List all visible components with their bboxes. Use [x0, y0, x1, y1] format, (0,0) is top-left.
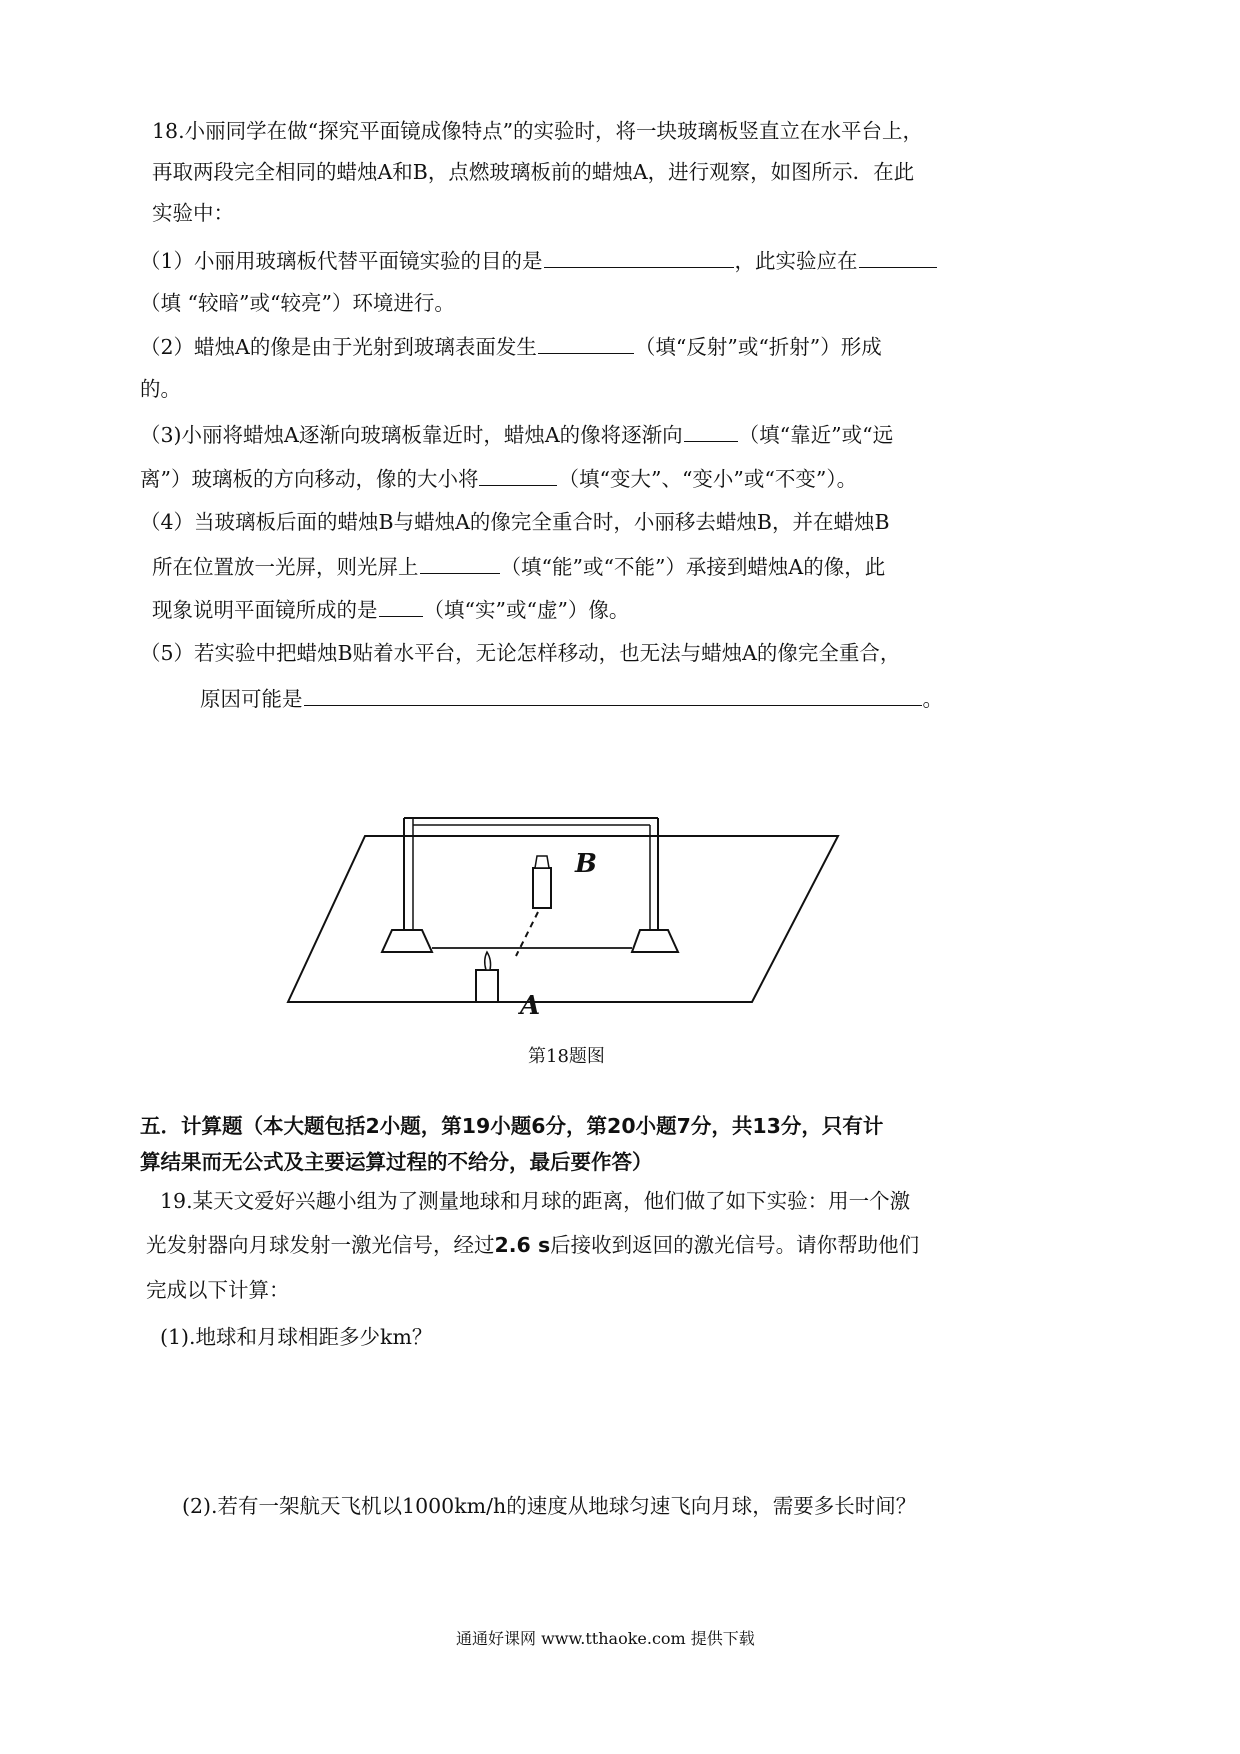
q18-figure — [280, 780, 860, 1020]
q18-part1-line-2: （填 “较暗”或“较亮”）环境进行。 — [140, 291, 455, 315]
figure-caption: 第18题图 — [528, 1046, 605, 1067]
q18-part3-text-c: 离”）玻璃板的方向移动，像的大小将 — [140, 467, 479, 491]
q19-line-2 — [146, 1230, 919, 1260]
q18-part3-blank-size[interactable] — [479, 463, 557, 486]
candle-b — [533, 868, 551, 908]
frame-foot-left — [382, 930, 432, 952]
q18-part4-line-3 — [152, 594, 629, 625]
q18-part4-line-2 — [152, 551, 885, 582]
q18-part2-line-2: 的。 — [140, 377, 181, 401]
q18-part2-text-b: （填“反射”或“折射”）形成 — [634, 335, 882, 359]
q18-part4-blank-screen[interactable] — [420, 551, 500, 574]
candle-a — [476, 970, 498, 1002]
frame-foot-right — [632, 930, 678, 952]
footer-source: 通通好课网 www.tthaoke.com 提供下载 — [456, 1629, 755, 1648]
q18-part5-blank-reason[interactable] — [304, 683, 922, 706]
q19-line-3: 完成以下计算： — [146, 1278, 290, 1302]
q18-part1-line-1 — [140, 245, 938, 276]
q18-intro-line-1: 18.小丽同学在做“探究平面镜成像特点”的实验时，将一块玻璃板竖直立在水平台上， — [152, 119, 924, 143]
table-plane — [288, 836, 838, 1002]
candle-a-flame — [485, 952, 491, 970]
q18-part5-line-2 — [200, 683, 943, 714]
q18-part3-text-a: （3)小丽将蜡烛A逐渐向玻璃板靠近时，蜡烛A的像将逐渐向 — [140, 423, 683, 447]
figure-label-a: A — [520, 991, 541, 1020]
q18-part4-text-e: （填“实”或“虚”）像。 — [423, 598, 630, 622]
q18-part3-blank-direction[interactable] — [684, 419, 738, 442]
q18-part3-line-1 — [140, 419, 893, 450]
section5-heading-line-2: 算结果而无公式及主要运算过程的不给分，最后要作答） — [140, 1150, 653, 1174]
q18-part1-text-b: ，此实验应在 — [734, 249, 858, 273]
section5-heading-line-1: 五．计算题（本大题包括2小题，第19小题6分，第20小题7分，共13分，只有计 — [140, 1114, 884, 1138]
q18-part3-line-2 — [140, 463, 857, 494]
q18-part4-blank-image-type[interactable] — [379, 594, 423, 617]
q18-part4-text-b: 所在位置放一光屏，则光屏上 — [152, 555, 419, 579]
q18-part5-line-1: （5）若实验中把蜡烛B贴着水平台，无论怎样移动，也无法与蜡烛A的像完全重合， — [140, 641, 901, 665]
q19-text-a: 光发射器向月球发射一激光信号，经过 — [146, 1233, 495, 1257]
q18-part4-text-c: （填“能”或“不能”）承接到蜡烛A的像，此 — [500, 555, 886, 579]
q18-part4-line-1: （4）当玻璃板后面的蜡烛B与蜡烛A的像完全重合时，小丽移去蜡烛B，并在蜡烛B — [140, 510, 890, 534]
q18-part5-text-c: 。 — [922, 687, 943, 711]
q18-intro-line-3: 实验中： — [152, 201, 234, 225]
q19-time-value: 2.6 s — [494, 1233, 551, 1257]
q18-part2-blank[interactable] — [538, 331, 634, 354]
figure-label-b: B — [575, 849, 597, 879]
q19-sub-question-1: (1).地球和月球相距多少km？ — [160, 1325, 433, 1349]
q19-text-c: 后接收到返回的激光信号。请你帮助他们 — [550, 1233, 920, 1257]
q18-part5-text-b: 原因可能是 — [200, 687, 303, 711]
q18-part2-line-1 — [140, 331, 882, 362]
dashed-connector — [516, 912, 538, 956]
q18-part3-text-b: （填“靠近”或“远 — [738, 423, 894, 447]
q18-part4-text-d: 现象说明平面镜所成的是 — [152, 598, 378, 622]
q18-intro-line-2: 再取两段完全相同的蜡烛A和B，点燃玻璃板前的蜡烛A，进行观察，如图所示．在此 — [152, 160, 915, 184]
candle-b-top — [535, 856, 549, 868]
q18-part1-text-a: （1）小丽用玻璃板代替平面镜实验的目的是 — [140, 249, 543, 273]
q18-part1-blank-environment[interactable] — [859, 245, 937, 268]
q18-part1-blank-purpose[interactable] — [544, 245, 734, 268]
q19-sub-question-2: (2).若有一架航天飞机以1000km/h的速度从地球匀速飞向月球，需要多长时间？ — [182, 1494, 917, 1518]
q18-part2-text-a: （2）蜡烛A的像是由于光射到玻璃表面发生 — [140, 335, 537, 359]
q19-line-1: 19.某天文爱好兴趣小组为了测量地球和月球的距离，他们做了如下实验：用一个激 — [160, 1189, 911, 1213]
q18-part3-text-d: （填“变大”、“变小”或“不变”）。 — [558, 467, 858, 491]
